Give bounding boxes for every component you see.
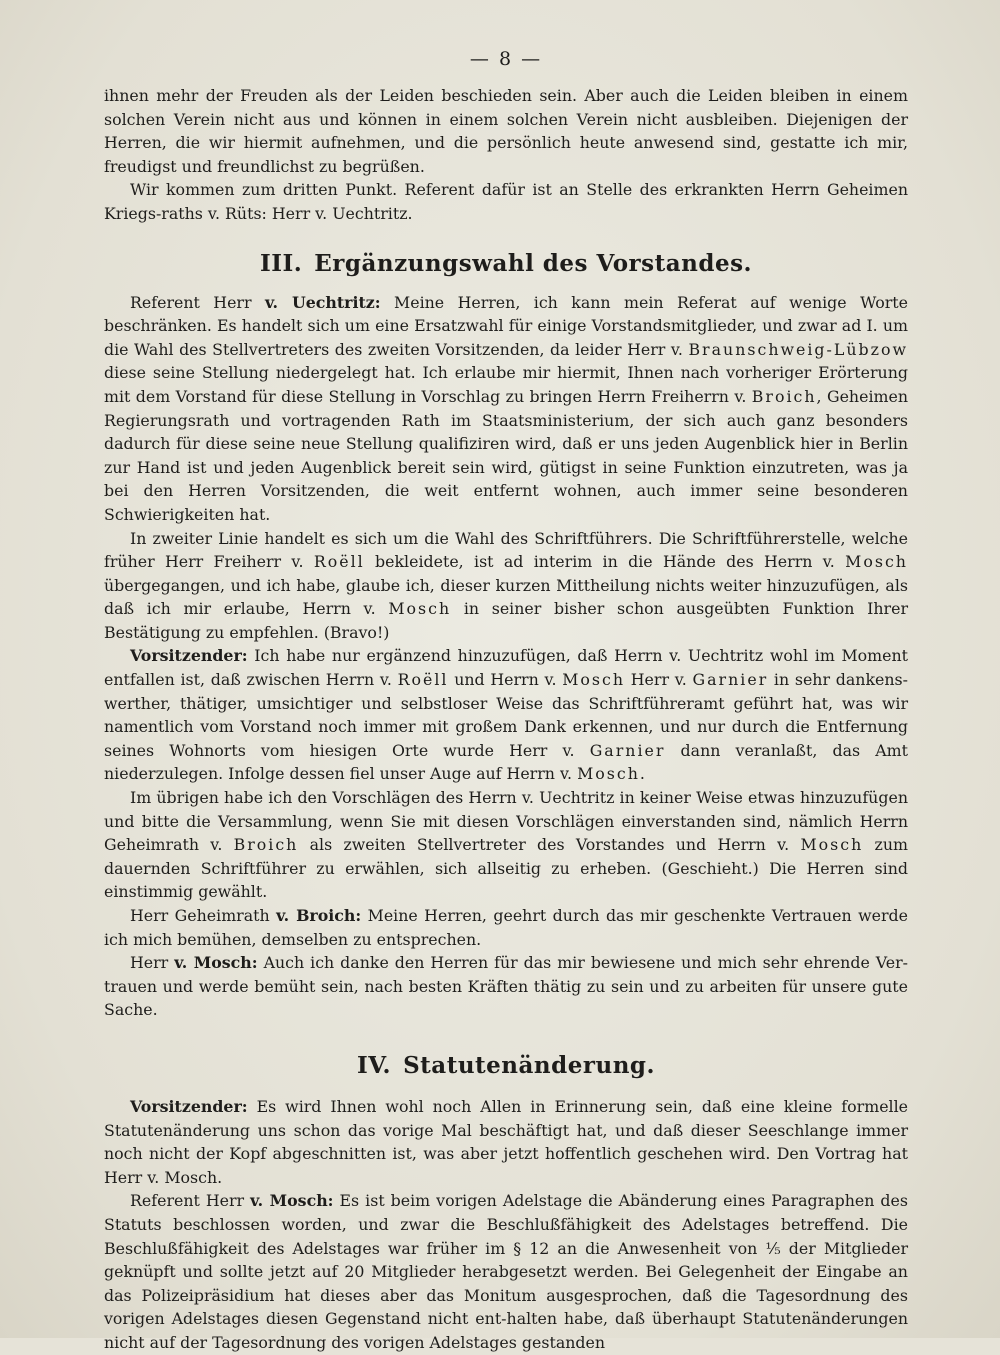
paragraph-text: als zweiten Stellvertreter des Vorstandes und Herrn v. [298,835,801,855]
section-number: IV. [356,1051,392,1079]
speaker-name: v. Broich: [276,906,362,925]
paragraph-3 [104,291,908,527]
speaker-name: v. Mosch: [250,1191,334,1211]
spaced-name: Garnier [692,670,769,690]
paragraph-text: übergegangen, und ich habe, glaube ich, dieser kurzen Mittheilung nichts weiter hinzuzufügen, als daß ich mir erlaube, Herrn v. [104,575,908,619]
section-title: Statutenänderung. [403,1051,656,1079]
paragraph-4 [104,527,908,645]
paragraph-text: , Geheimen Regierungsrath und vortragenden Rath im Staatsministerium, der sich auch ganz besonders dadurch für diese seine neue Stellung qualifiziren wird, daß er uns jeden Augenblick hier in Berlin zur Hand ist und jeden Augenblick bereit sein wird, gütigst in seine Funktion einzutreten, was ja bei den Herren Vorsitzenden, die weit entfernt wohnen, auch immer seine besonderen Schwierigkeiten hat. [104,386,908,524]
speaker-prefix: Referent Herr [130,1191,251,1211]
paragraph-1 [104,84,908,178]
spaced-name: Mosch [562,670,626,690]
paragraph-text: Meine Herren, geehrt durch das mir geschenkte Vertrauen werde ich mich bemühen, demselben zu entsprechen. [104,906,908,949]
paragraph-text: Wir kommen zum dritten Punkt. Referent dafür ist an Stelle des erkrankten Herrn Geheimen Kriegs-raths v. Rüts: Herr v. Uechtritz. [104,180,908,223]
paragraph-text: Meine Herren, ich kann mein Referat auf wenige Worte beschränken. Es handelt sich um eine Ersatzwahl für einige Vorstandsmitglieder, und zwar ad I. um die Wahl des Stellvertreters des zweiten Vorsitzenden, da leider Herr v. [104,292,908,359]
section-heading-3 [104,250,908,277]
spaced-name: Braunschweig-Lübzow [688,339,908,359]
speaker-prefix: Herr [130,953,175,973]
paragraph-7 [104,904,908,951]
section-number: III. [259,249,303,277]
speaker-name: Vorsitzender: [130,646,248,666]
spaced-name: Garnier [589,740,666,760]
paragraph-text: bekleidete, ist ad interim in die Hände des Herrn v. [364,552,846,572]
paragraph-10 [104,1189,908,1354]
paragraph-text: in sehr dankens-werther, thätiger, umsichtiger und selbstloser Weise das Schriftführeramt geführt hat, was wir namentlich vom Vorstand noch immer mit großem Dank erkennen, und nur durch die Entfernung seines Wohnorts vom hiesigen Orte wurde Herr v. [104,670,908,760]
paragraph-6 [104,786,908,904]
paragraph-text: Es ist beim vorigen Adelstage die Abänderung eines Paragraphen des Statuts beschlossen worden, und zwar die Beschlußfähigkeit des Adelstages betreffend. Die Beschlußfähigkeit des Adelstages war früher im § 12 an die Anwesenheit von ⅕ der Mitglieder geknüpft und sollte jetzt auf 20 Mitglieder herabgesetzt werden. Bei Gelegenheit der Eingabe an das Polizeipräsidium hat dieses aber das Monitum ausgesprochen, daß die Tagesordnung des vorigen Adelstages diesen Gegenstand nicht ent-halten habe, daß überhaupt Statutenänderungen nicht auf der Tagesordnung des vorigen Adelstages gestanden [104,1191,908,1352]
spaced-name: Broich [751,386,817,406]
paragraph-text: Es wird Ihnen wohl noch Allen in Erinnerung sein, daß eine kleine formelle Statutenänderung uns schon das vorige Mal beschäftigt hat, und daß dieser Seeschlange immer noch nicht der Kopf abgeschnitten ist, was aber jetzt hoffentlich geschehen wird. Den Vortrag hat Herr v. Mosch. [104,1096,908,1187]
paragraph-5 [104,644,908,786]
paragraph-text: Herr v. [625,670,693,690]
paragraph-text: Auch ich danke den Herren für das mir bewiesene und mich sehr ehrende Ver-trauen und werde bemüht sein, nach besten Kräften thätig zu sein und zu arbeiten für unsere gute Sache. [104,953,908,1020]
paragraph-9 [104,1095,908,1189]
paragraph-text: in seiner bisher schon ausgeübten Funktion Ihrer Bestätigung zu empfehlen. (Bravo!) [104,599,908,642]
paragraph-8 [104,951,908,1022]
section-title: Ergänzungswahl des Vorstandes. [314,249,753,277]
paragraph-text: zum dauernden Schriftführer zu erwählen, sich allseitig zu erheben. (Geschieht.) Die Herren sind einstimmig gewählt. [104,835,908,902]
paragraph-text: diese seine Stellung niedergelegt hat. Ich erlaube mir hiermit, Ihnen nach vorheriger Erörterung mit dem Vorstand für diese Stellung in Vorschlag zu bringen Herrn Freiherrn v. [104,363,908,406]
spaced-name: Mosch [800,835,864,855]
paragraph-text: . [639,764,645,784]
speaker-prefix: Herr Geheimrath [130,906,277,925]
spaced-name: Broich [233,835,299,855]
section-heading-4 [104,1052,908,1079]
speaker-name: v. Mosch: [174,953,258,973]
spaced-name: Roëll [313,552,365,572]
page-number: — 8 — [469,48,543,70]
speaker-name: Vorsitzender: [130,1096,248,1116]
paragraph-text: dann veranlaßt, das Amt niederzulegen. Infolge dessen fiel unser Auge auf Herrn v. [104,740,908,784]
paragraph-text: Ich habe nur ergänzend hinzuzufügen, daß Herrn v. Uechtritz wohl im Moment entfallen ist, daß zwischen Herrn v. [104,646,908,690]
paragraph-text: ihnen mehr der Freuden als der Leiden beschieden sein. Aber auch die Leiden bleiben in einem solchen Verein nicht aus und können in einem solchen Verein nicht ausbleiben. Diejenigen der Herren, die wir hiermit aufnehmen, und die persönlich heute anwesend sind, gestatte ich mir, freudigst und freundlichst zu begrüßen. [104,86,908,176]
spaced-name: Mosch [577,764,640,784]
paragraph-text: und Herrn v. [448,670,563,690]
speaker-prefix: Referent Herr [130,292,265,312]
spaced-name: Roëll [397,670,449,690]
spaced-name: Mosch [845,552,908,572]
paragraph-text: Im übrigen habe ich den Vorschlägen des Herrn v. Uechtritz in keiner Weise etwas hinzuzufügen und bitte die Versammlung, wenn Sie mit diesen Vorschlägen einverstanden sind, nämlich Herrn Geheimrath v. [104,788,908,855]
speaker-name: v. Uechtritz: [264,292,381,312]
paragraph-2 [104,178,908,225]
spaced-name: Mosch [388,599,452,619]
paragraph-text: In zweiter Linie handelt es sich um die Wahl des Schriftführers. Die Schriftführerstelle, welche früher Herr Freiherr v. [104,528,908,572]
